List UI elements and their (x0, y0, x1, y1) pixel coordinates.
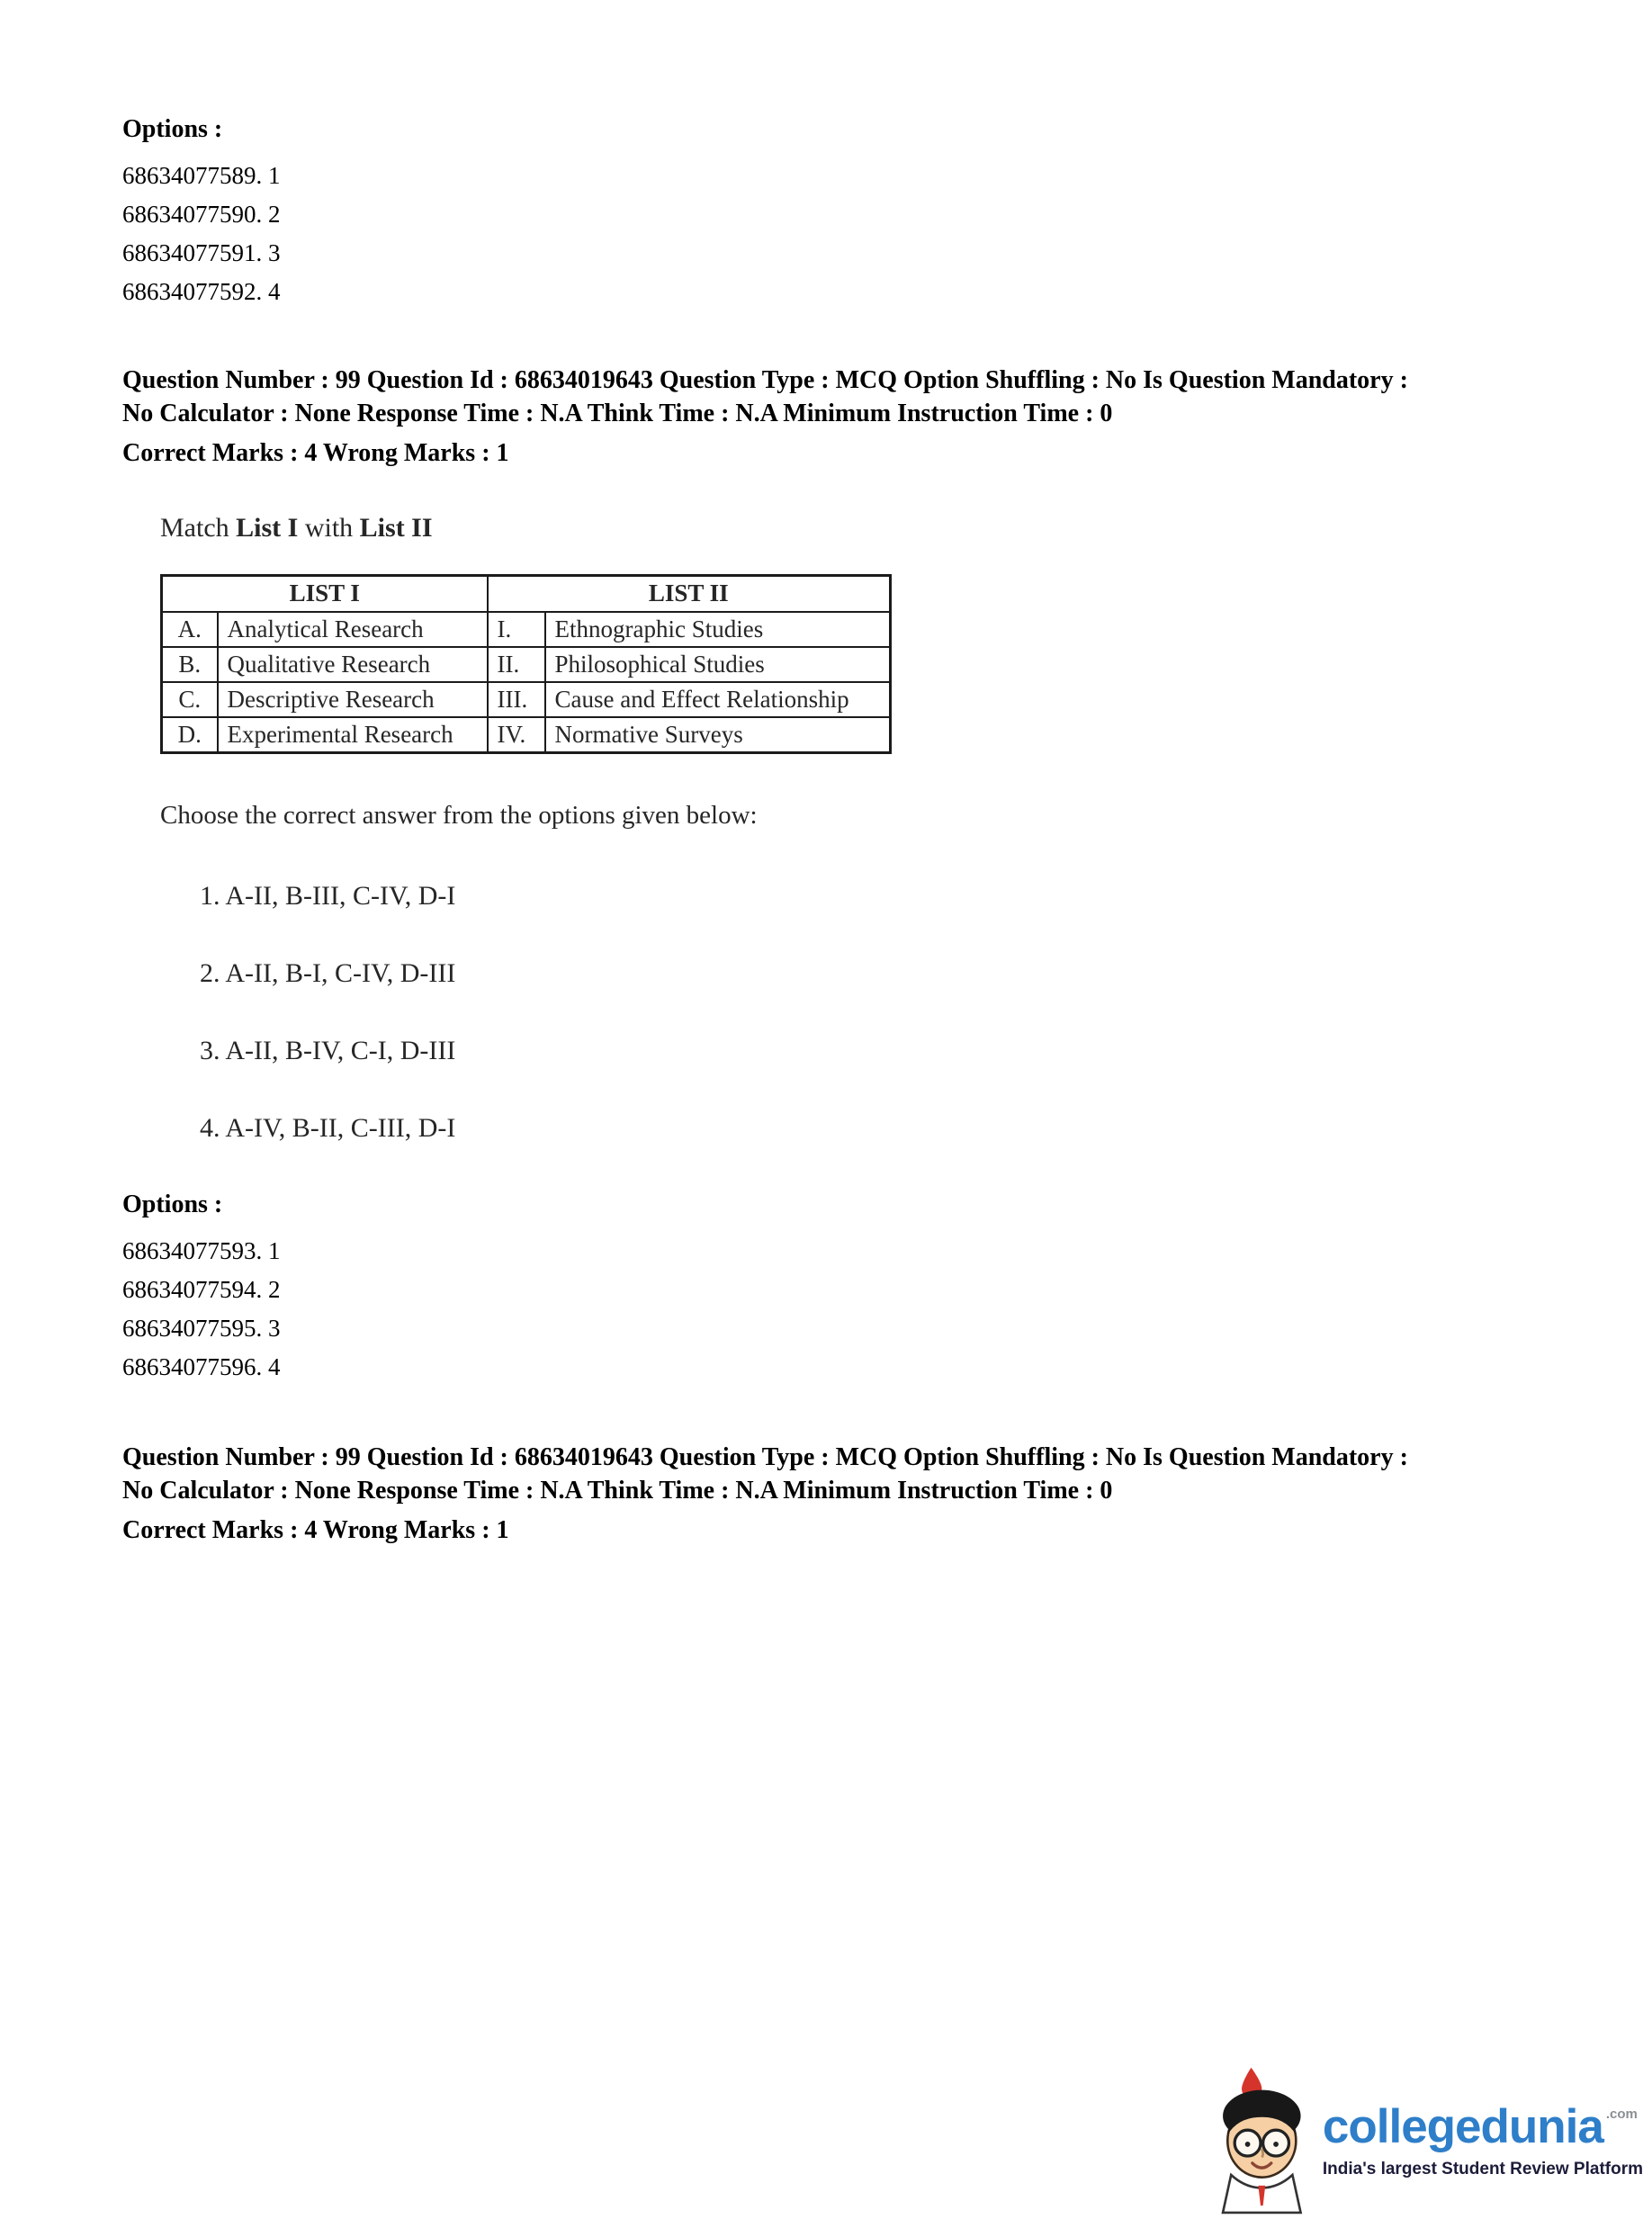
options-label: Options : (122, 1190, 223, 1218)
list1-item: Analytical Research (218, 612, 488, 647)
table-row (162, 682, 891, 717)
question-meta-line: Question Number : 99 Question Id : 68634019643 Question Type : MCQ Option Shuffling : No Is Question Mandatory : (122, 366, 1408, 394)
question-meta-1 (122, 364, 1553, 468)
answer-options (200, 881, 1553, 1144)
option-id-line: 68634077590. 2 (122, 201, 281, 228)
logo-text (1322, 2099, 1643, 2179)
option-id-line: 68634077596. 4 (122, 1352, 281, 1380)
choose-instruction: Choose the correct answer from the options given below: (160, 800, 758, 830)
list1-item: Experimental Research (218, 717, 488, 753)
row-letter: C. (162, 682, 218, 717)
table-row (162, 717, 891, 753)
match-list-table (160, 574, 892, 754)
list1-label: List I (236, 513, 299, 543)
list2-label: List II (359, 513, 433, 543)
match-text: with (298, 513, 360, 543)
option-id-line: 68634077589. 1 (122, 162, 281, 189)
row-roman: IV. (488, 717, 545, 753)
row-letter: B. (162, 647, 218, 682)
answer-option-1: 1. A-II, B-III, C-IV, D-I (200, 880, 456, 911)
row-roman: III. (488, 682, 545, 717)
table-row (162, 647, 891, 682)
answer-option-2: 2. A-II, B-I, C-IV, D-III (200, 957, 456, 988)
options-block-1 (122, 115, 1553, 311)
question-meta-2 (122, 1441, 1553, 1545)
match-text: Match (160, 513, 237, 543)
logo-tagline: India's largest Student Review Platform (1322, 2159, 1643, 2179)
list2-item: Normative Surveys (545, 717, 891, 753)
options-block-2 (122, 1190, 1553, 1387)
list1-item: Qualitative Research (218, 647, 488, 682)
list2-item: Ethnographic Studies (545, 612, 891, 647)
list2-item: Philosophical Studies (545, 647, 891, 682)
list2-header: LIST II (488, 576, 891, 612)
list1-header: LIST I (162, 576, 488, 612)
question-content (160, 513, 1553, 1144)
row-roman: I. (488, 612, 545, 647)
list1-item: Descriptive Research (218, 682, 488, 717)
table-header-row (162, 576, 891, 612)
table-row (162, 612, 891, 647)
option-id-line: 68634077591. 3 (122, 239, 281, 266)
answer-option-3: 3. A-II, B-IV, C-I, D-III (200, 1035, 456, 1065)
logo-domain: .com (1605, 2106, 1638, 2122)
mascot-icon (1208, 2066, 1314, 2215)
options-label: Options : (122, 115, 223, 143)
row-letter: D. (162, 717, 218, 753)
question-marks-line: Correct Marks : 4 Wrong Marks : 1 (122, 439, 509, 467)
question-meta-line: No Calculator : None Response Time : N.A Think Time : N.A Minimum Instruction Time : 0 (122, 400, 1113, 427)
list2-item: Cause and Effect Relationship (545, 682, 891, 717)
match-instruction (160, 513, 1553, 544)
collegedunia-logo (1208, 2066, 1643, 2215)
question-marks-line: Correct Marks : 4 Wrong Marks : 1 (122, 1515, 509, 1544)
question-meta-line: Question Number : 99 Question Id : 68634019643 Question Type : MCQ Option Shuffling : No Is Question Mandatory : (122, 1442, 1408, 1471)
row-letter: A. (162, 612, 218, 647)
logo-wordmark: collegedunia (1322, 2099, 1603, 2153)
option-id-line: 68634077595. 3 (122, 1314, 281, 1342)
answer-option-4: 4. A-IV, B-II, C-III, D-I (200, 1112, 456, 1143)
row-roman: II. (488, 647, 545, 682)
option-id-line: 68634077593. 1 (122, 1236, 281, 1264)
option-id-line: 68634077594. 2 (122, 1275, 281, 1303)
question-meta-line: No Calculator : None Response Time : N.A Think Time : N.A Minimum Instruction Time : 0 (122, 1476, 1113, 1505)
option-id-line: 68634077592. 4 (122, 278, 281, 305)
